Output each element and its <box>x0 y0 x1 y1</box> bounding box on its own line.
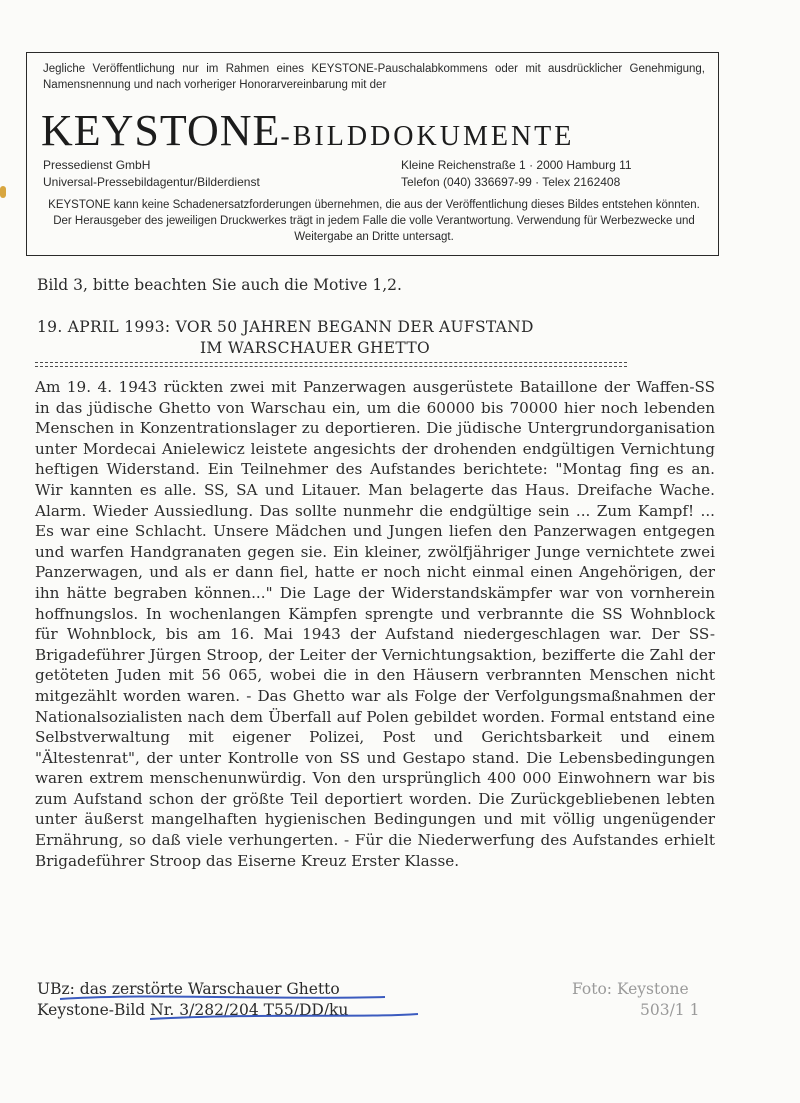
paper-mark <box>0 186 6 198</box>
keystone-image-number: Keystone-Bild Nr. 3/282/204 T55/DD/ku <box>37 1001 349 1019</box>
stamp-disclaimer: KEYSTONE kann keine Schadenersatzforderungen übernehmen, die aus der Veröffentlichung dieses Bildes entstehen könnten. Der Herausgeber des jeweiligen Druckwerkes trägt in jedem Falle die volle Verantwortung. Verwendung für Werbezwecke und Weitergabe an Dritte untersagt. <box>48 199 700 243</box>
stamp-agency <box>43 157 260 191</box>
article-paragraph: Am 19. 4. 1943 rückten zwei mit Panzerwagen ausgerüstete Bataillone der Waffen-SS in das jüdische Ghetto von Warschau ein, um die 60000 bis 70000 hier noch lebenden Menschen in Konzentrationslager zu deportieren. Die jüdische Untergrundorganisation unter Mordecai Anielewicz leistete angesichts der drohenden endgültigen Vernichtung heftigen Widerstand. Ein Teilnehmer des Aufstandes berichtete: "Montag fing es an. Wir kannten es alle. SS, SA und Litauer. Man belagerte das Haus. Dreifache Wache. Alarm. Wieder Aussiedlung. Das sollte nunmehr die endgültige sein ... Zum Kampf! ... Es war eine Schlacht. Unsere Mädchen und Jungen liefen den Panzerwagen entgegen und warfen Handgranaten gegen sie. Ein kleiner, zwölfjähriger Junge vernichtete zwei Panzerwagen, und als er dann fiel, hatte er noch nicht einmal einen Angehörigen, der ihn hätte begraben können..." Die Lage der Widerstandskämpfer war von vornherein hoffnungslos. In wochenlangen Kämpfen sprengte und verbrannte die SS Wohnblock für Wohnblock, bis am 16. Mai 1943 der Aufstand niedergeschlagen war. Der SS-Brigadeführer Jürgen Stroop, der Leiter der Vernichtungsaktion, bezifferte die Zahl der getöteten Juden mit 56 065, wobei die in den Häusern verbrannten Menschen nicht mitgezählt worden waren. - Das Ghetto war als Folge der Verfolgungsmaßnahmen der Nationalsozialisten nach dem Überfall auf Polen gebildet worden. Formal entstand eine Selbstverwaltung mit eigener Polizei, Post und Gerichtsbarkeit und einem "Ältestenrat", der unter Kontrolle von SS und Gestapo stand. Die Lebensbedingungen waren extrem menschenunwürdig. Von den ursprünglich 400 000 Einwohnern war bis zum Aufstand schon der größte Teil deportiert worden. Die Zurückgebliebenen lebten unter äußerst mangelhaften hygienischen Bedingungen und mit völlig ungenügender Ernährung, so daß viele verhungerten. - Für die Niederwerfung des Aufstandes erhielt Brigadeführer Stroop das Eiserne Kreuz Erster Klasse. <box>35 378 715 870</box>
stamp-title-main: KEYSTONE <box>41 106 281 155</box>
headline-line1: 19. APRIL 1993: VOR 50 JAHREN BEGANN DER AUFSTAND <box>37 318 534 336</box>
photo-credit: Foto: Keystone <box>572 980 689 998</box>
image-code: 503/1 1 <box>640 1001 700 1019</box>
stamp-title <box>41 105 574 156</box>
stamp-address-line2: Telefon (040) 336697-99 · Telex 2162408 <box>401 175 621 189</box>
stamp-notice: Jegliche Veröffentlichung nur im Rahmen eines KEYSTONE-Pauschalabkommens oder mit ausdrücklicher Genehmigung, Namensnennung und nach vorheriger Honorarvereinbarung mit der <box>43 63 705 91</box>
stamp-address-line1: Kleine Reichenstraße 1 · 2000 Hamburg 11 <box>401 158 632 172</box>
stamp-agency-line1: Pressedienst GmbH <box>43 158 151 172</box>
bild-line: Bild 3, bitte beachten Sie auch die Motive 1,2. <box>37 276 402 294</box>
separator-line <box>35 362 627 363</box>
stamp-title-sub: -BILDDOKUMENTE <box>280 121 575 152</box>
keystone-stamp <box>26 52 719 256</box>
separator-line-2 <box>35 366 627 367</box>
stamp-agency-line2: Universal-Pressebildagentur/Bilderdienst <box>43 175 260 189</box>
stamp-address <box>401 157 632 191</box>
article-body <box>35 377 715 871</box>
headline-line2: IM WARSCHAUER GHETTO <box>200 339 430 357</box>
ubz-caption: UBz: das zerstörte Warschauer Ghetto <box>37 980 340 998</box>
